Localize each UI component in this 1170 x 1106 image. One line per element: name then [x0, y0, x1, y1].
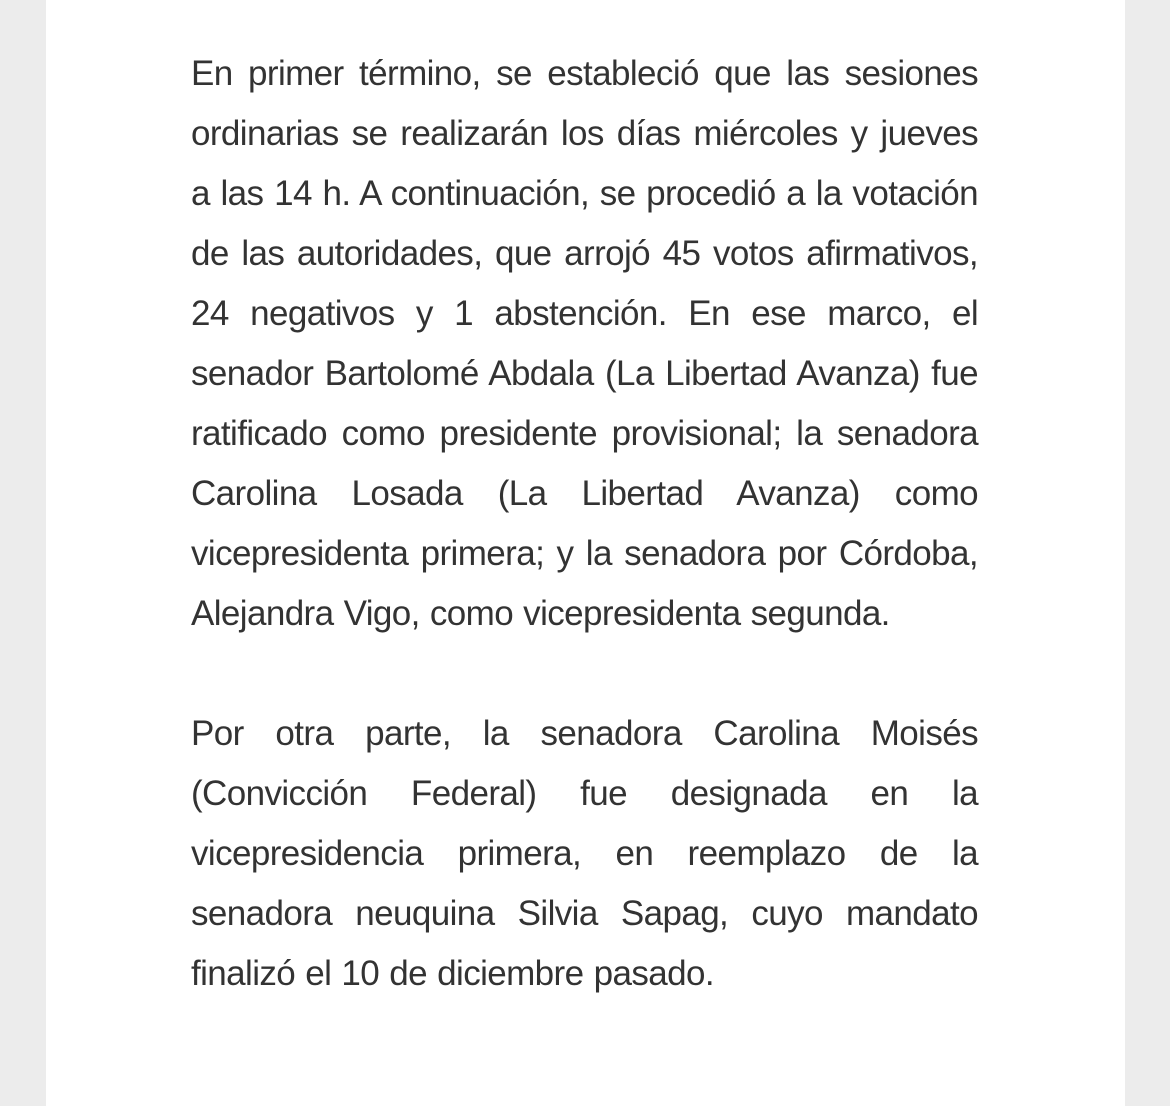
article-paragraph-1: En primer término, se estableció que las sesiones ordinarias se realizarán los días miércoles y jueves a las 14 h. A continuación, se procedió a la votación de las autoridades, que arrojó 45 votos afirmativos, 24 negativos y 1 abstención. En ese marco, el senador Bartolomé Abdala (La Libertad Avanza) fue ratificado como presidente provisional; la senadora Carolina Losada (La Libertad Avanza) como vicepresidenta primera; y la senadora por Córdoba, Alejandra Vigo, como vicepresidenta segunda.	[191, 54, 978, 633]
article-body	[191, 44, 978, 1004]
article-paragraph-2: Por otra parte, la senadora Carolina Moisés (Convicción Federal) fue designada en la vicepresidencia primera, en reemplazo de la senadora neuquina Silvia Sapag, cuyo mandato finalizó el 10 de diciembre pasado.	[191, 714, 978, 993]
article-page	[46, 0, 1125, 1106]
